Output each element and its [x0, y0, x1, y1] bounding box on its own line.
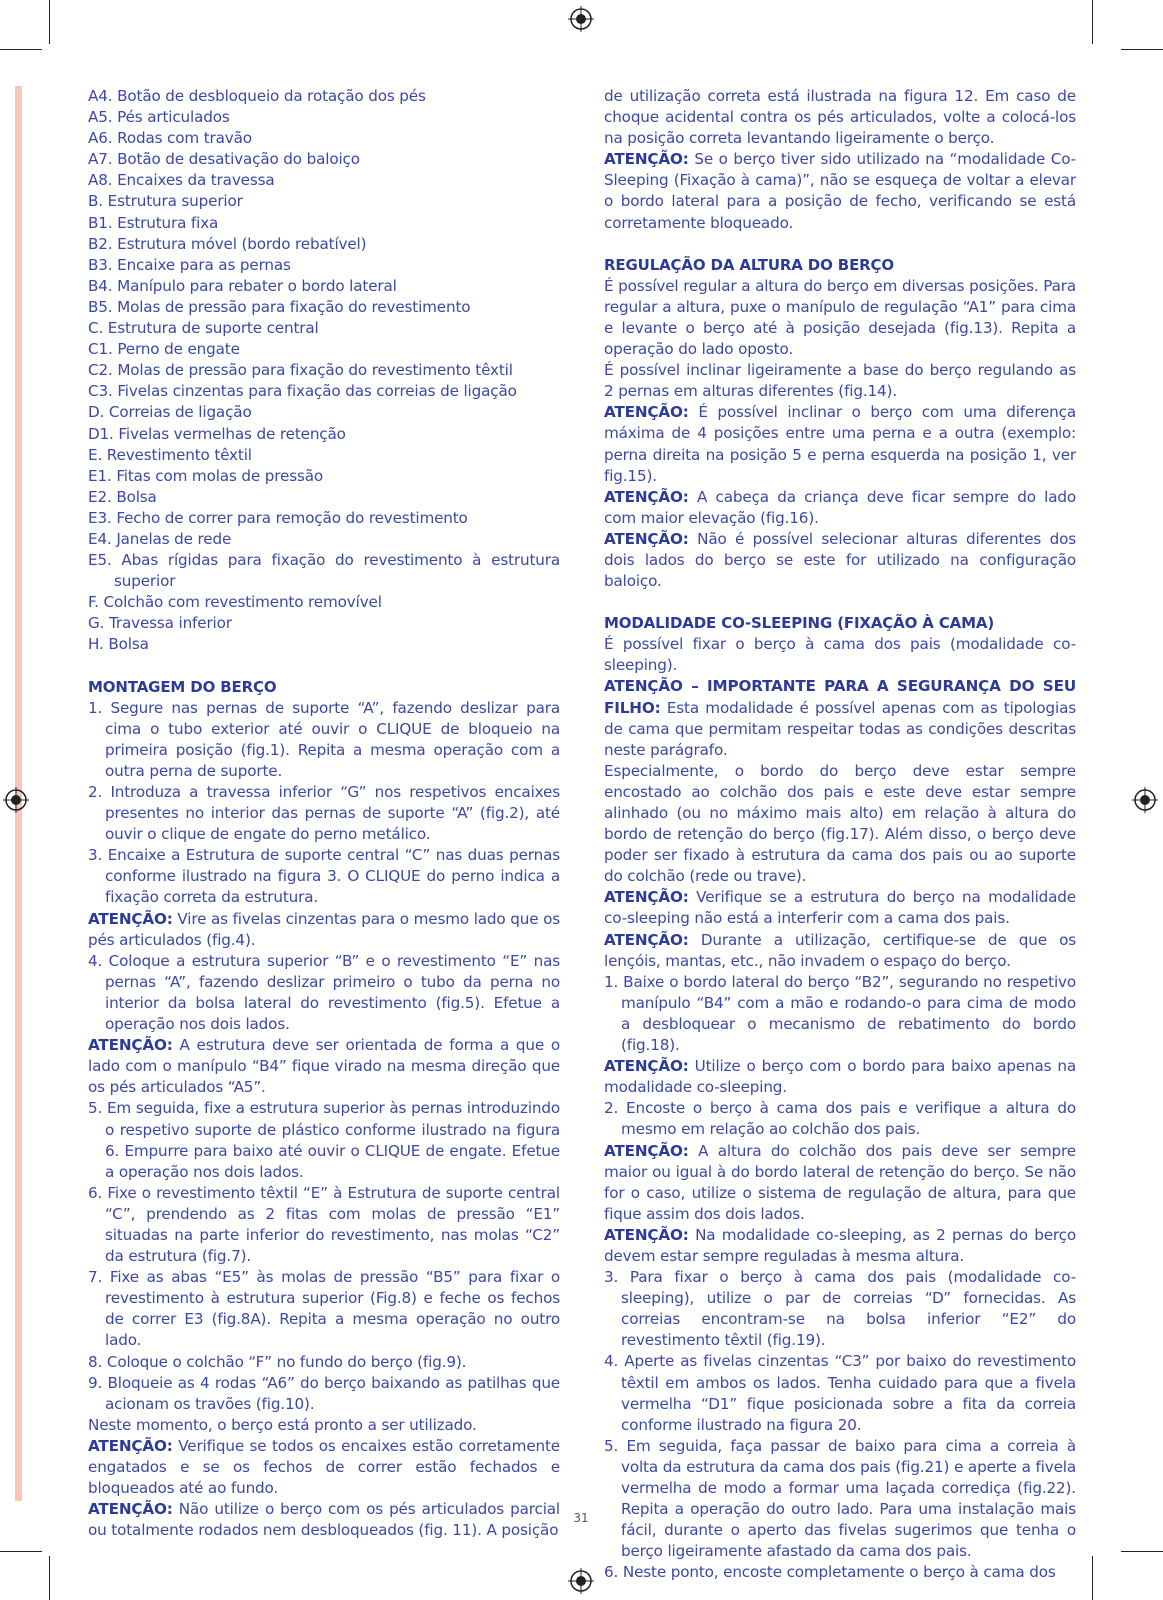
list-item: E3. Fecho de correr para remoção do revestimento: [88, 508, 468, 527]
warning-paragraph: [604, 149, 1076, 233]
step-item: 6. Neste ponto, encoste completamente o berço à cama dos: [604, 1563, 1056, 1582]
warning-text: Na modalidade co-sleeping, as 2 pernas do berço devem estar sempre reguladas à mesma altura.: [604, 1225, 1076, 1265]
warning-paragraph: [604, 930, 1076, 972]
parts-list: [88, 86, 560, 656]
step-item: 5. Em seguida, fixe a estrutura superior às pernas introduzindo o respetivo suporte de plástico conforme ilustrado na figura 6. Empurre para baixo até ouvir o CLIQUE de engate. Efetue a operação nos dois lados.: [88, 1099, 560, 1181]
crop-mark: [49, 1556, 50, 1600]
list-item: B5. Molas de pressão para fixação do revestimento: [88, 297, 471, 316]
warning-label: ATENÇÃO:: [604, 930, 689, 949]
warning-paragraph: [88, 1436, 560, 1499]
page-number: 31: [573, 1511, 589, 1525]
warning-paragraph: [604, 1225, 1076, 1267]
step-item: 1. Baixe o bordo lateral do berço “B2”, segurando no respetivo manípulo “B4” com a mão e rodando-o para cima de modo a desbloquear o mecanismo de rebatimento do bordo (fig.18).: [604, 972, 1076, 1055]
registration-mark-icon: [1132, 787, 1158, 813]
list-item: B3. Encaixe para as pernas: [88, 255, 291, 274]
step-item: 4. Aperte as fivelas cinzentas “C3” por baixo do revestimento têxtil em ambos os lados. Tenha cuidado para que a fivela vermelha “D1” fique posicionada sobre a fita da correia conforme ilustrado na figura 20.: [604, 1352, 1076, 1434]
step-item: 3. Para fixar o berço à cama dos pais (modalidade co-sleeping), utilize o par de correias “D” fornecidas. As correias encontram-se na bolsa inferior “E2” do revestimento têxtil (fig.19).: [604, 1268, 1076, 1350]
step-item: 6. Fixe o revestimento têxtil “E” à Estrutura de suporte central “C”, prendendo as 2 fitas com molas de pressão “E1” situadas na parte inferior do revestimento, nas molas “C2” da estrutura (fig.7).: [88, 1183, 560, 1266]
warning-paragraph: [88, 1499, 560, 1541]
warning-text: Verifique se a estrutura do berço na modalidade co-sleeping não está a interferir com a cama dos pais.: [604, 888, 1076, 928]
body-paragraph: É possível fixar o berço à cama dos pais (modalidade co-sleeping).: [604, 635, 1076, 675]
warning-paragraph: [604, 1056, 1076, 1098]
step-item: 2. Introduza a travessa inferior “G” nos respetivos encaixes presentes no interior das pernas de suporte “A” (fig.2), até ouvir o clique de engate do perno metálico.: [88, 783, 560, 844]
step-item: 2. Encoste o berço à cama dos pais e verifique a altura do mesmo em relação ao colchão dos pais.: [604, 1099, 1076, 1139]
list-item: C2. Molas de pressão para fixação do revestimento têxtil: [88, 361, 513, 380]
list-item: B2. Estrutura móvel (bordo rebatível): [88, 234, 367, 253]
warning-label: ATENÇÃO:: [88, 909, 173, 928]
warning-label: ATENÇÃO:: [604, 888, 689, 907]
warning-paragraph: [604, 1141, 1076, 1225]
list-item: B4. Manípulo para rebater o bordo lateral: [88, 276, 397, 295]
warning-label: ATENÇÃO:: [604, 1141, 689, 1160]
warning-label: ATENÇÃO:: [604, 403, 689, 422]
warning-label: ATENÇÃO:: [604, 529, 689, 548]
step-item: 5. Em seguida, faça passar de baixo para cima a correia à volta da estrutura da cama dos pais (fig.21) e aperte a fivela vermelha de modo a formar uma laçada corrediça (fig.22). Repita a operação do outro lado. Para uma instalação mais fácil, durante o aperto das fivelas sugerimos que tenha o berço ligeiramente afastado da cama dos pais.: [604, 1436, 1076, 1561]
crop-mark: [1092, 1556, 1093, 1600]
warning-text: Não utilize o berço com os pés articulados parcial ou totalmente rodados nem desbloqueados (fig. 11). A posição: [88, 1500, 560, 1540]
section-heading-cosleeping: MODALIDADE CO-SLEEPING (FIXAÇÃO À CAMA): [604, 614, 995, 633]
warning-text: Verifique se todos os encaixes estão corretamente engatados e se os fechos de correr estão fechados e bloqueados até ao fundo.: [88, 1436, 560, 1498]
list-item: A4. Botão de desbloqueio da rotação dos pés: [88, 87, 426, 105]
list-item: A8. Encaixes da travessa: [88, 171, 275, 190]
crop-mark: [1121, 1551, 1163, 1552]
crop-mark: [1092, 0, 1093, 44]
registration-mark-icon: [568, 6, 594, 32]
step-item: 8. Coloque o colchão “F” no fundo do berço (fig.9).: [88, 1352, 467, 1371]
warning-text: A estrutura deve ser orientada de forma a que o lado com o manípulo “B4” fique virado na mesma direção que os pés articulados “A5”.: [88, 1036, 560, 1097]
warning-label: ATENÇÃO:: [604, 1057, 689, 1076]
warning-paragraph: [604, 529, 1076, 592]
warning-paragraph: [88, 909, 560, 951]
right-column: [604, 86, 1076, 1583]
warning-label: ATENÇÃO:: [88, 1036, 173, 1055]
list-item: A5. Pés articulados: [88, 108, 230, 127]
warning-paragraph: [604, 676, 1076, 760]
step-item: 7. Fixe as abas “E5” às molas de pressão “B5” para fixar o revestimento à estrutura superior (Fig.8) e feche os fechos de correr E3 (fig.8A). Repita a mesma operação no outro lado.: [88, 1268, 560, 1350]
list-item: B. Estrutura superior: [88, 192, 243, 211]
list-item: E2. Bolsa: [88, 487, 157, 506]
section-heading-montagem: MONTAGEM DO BERÇO: [88, 677, 277, 696]
ready-paragraph: Neste momento, o berço está pronto a ser utilizado.: [88, 1415, 477, 1434]
warning-text: É possível inclinar o berço com uma diferença máxima de 4 posições entre uma perna e a outra (exemplo: perna direita na posição 5 e perna esquerda na posição 1, ver fig.15).: [604, 403, 1076, 485]
list-item: G. Travessa inferior: [88, 614, 232, 633]
warning-label: ATENÇÃO – IMPORTANTE PARA A SEGURANÇA DO SEU FILHO:: [604, 677, 1076, 717]
step-item: 4. Coloque a estrutura superior “B” e o revestimento “E” nas pernas “A”, fazendo deslizar primeiro o tubo da perna no interior da bolsa lateral do revestimento (fig.5). Efetue a operação nos dois lados.: [88, 951, 560, 1034]
warning-paragraph: [88, 1035, 560, 1098]
step-item: 1. Segure nas pernas de suporte “A”, fazendo deslizar para cima o tubo exterior até ouvir o CLIQUE de bloqueio na primeira posição (fig.1). Repita a mesma operação com a outra perna de suporte.: [88, 698, 560, 780]
crop-mark: [0, 1551, 42, 1552]
warning-label: ATENÇÃO:: [604, 150, 689, 169]
list-item: C3. Fivelas cinzentas para fixação das correias de ligação: [88, 382, 517, 401]
crop-mark: [1121, 49, 1163, 50]
section-heading-altura: REGULAÇÃO DA ALTURA DO BERÇO: [604, 255, 895, 274]
continued-paragraph: de utilização correta está ilustrada na figura 12. Em caso de choque acidental contra os pés articulados, volte a colocá-los na posição correta levantando ligeiramente o berço.: [604, 87, 1076, 148]
list-item: F. Colchão com revestimento removível: [88, 593, 382, 612]
list-item: D1. Fivelas vermelhas de retenção: [88, 424, 346, 443]
left-column: [88, 86, 560, 1541]
list-item: C1. Perno de engate: [88, 340, 240, 359]
step-item: 9. Bloqueie as 4 rodas “A6” do berço baixando as patilhas que acionam os travões (fig.10).: [88, 1373, 560, 1413]
warning-text: Se o berço tiver sido utilizado na “modalidade Co-Sleeping (Fixação à cama)”, não se esqueça de voltar a elevar o bordo lateral para a posição de fecho, verificando se está corretamente bloqueado.: [604, 150, 1076, 232]
warning-text: Esta modalidade é possível apenas com as tipologias de cama que permitam respeitar todas as condições descritas neste parágrafo.: [604, 698, 1076, 759]
crop-mark: [0, 49, 42, 50]
list-item: E. Revestimento têxtil: [88, 445, 252, 464]
step-item: 3. Encaixe a Estrutura de suporte central “C” nas duas pernas conforme ilustrado na figura 3. O CLIQUE do perno indica a fixação correta da estrutura.: [88, 846, 560, 907]
warning-paragraph: [604, 402, 1076, 486]
body-paragraph: É possível inclinar ligeiramente a base do berço regulando as 2 pernas em alturas diferentes (fig.14).: [604, 361, 1076, 401]
crop-mark: [49, 0, 50, 44]
warning-text: Vire as fivelas cinzentas para o mesmo lado que os pés articulados (fig.4).: [88, 909, 560, 949]
list-item: C. Estrutura de suporte central: [88, 319, 319, 338]
body-paragraph: É possível regular a altura do berço em diversas posições. Para regular a altura, puxe o manípulo de regulação “A1” para cima e levante o berço até à posição desejada (fig.13). Repita a operação do lado oposto.: [604, 276, 1076, 359]
list-item: A7. Botão de desativação do baloiço: [88, 150, 360, 169]
warning-label: ATENÇÃO:: [88, 1500, 173, 1519]
warning-text: A altura do colchão dos pais deve ser sempre maior ou igual à do bordo lateral de retenção do berço. Se não for o caso, utilize o sistema de regulação de altura, para que fique assim dos dois lados.: [604, 1141, 1076, 1223]
warning-label: ATENÇÃO:: [88, 1436, 173, 1455]
warning-label: ATENÇÃO:: [604, 1225, 689, 1244]
warning-paragraph: [604, 487, 1076, 529]
list-item: B1. Estrutura fixa: [88, 213, 219, 232]
list-item: D. Correias de ligação: [88, 403, 252, 422]
warning-text: A cabeça da criança deve ficar sempre do lado com maior elevação (fig.16).: [604, 487, 1076, 527]
list-item: E4. Janelas de rede: [88, 529, 232, 548]
warning-text: Durante a utilização, certifique-se de que os lençóis, mantas, etc., não invadem o espaço do berço.: [604, 930, 1076, 970]
list-item: A6. Rodas com travão: [88, 129, 252, 148]
warning-label: ATENÇÃO:: [604, 487, 689, 506]
list-item: H. Bolsa: [88, 635, 149, 654]
list-item: E1. Fitas com molas de pressão: [88, 466, 324, 485]
registration-mark-icon: [568, 1568, 594, 1594]
warning-text: Não é possível selecionar alturas diferentes dos dois lados do berço se este for utilizado na configuração baloiço.: [604, 529, 1076, 591]
body-paragraph: Especialmente, o bordo do berço deve estar sempre encostado ao colchão dos pais e este deve estar sempre alinhado (ou no máximo mais alto) em relação à altura do bordo de retenção do berço (fig.17). Além disso, o berço deve poder ser fixado à estrutura da cama dos pais ou ao suporte do colchão (rede ou trave).: [604, 761, 1076, 886]
warning-paragraph: [604, 887, 1076, 929]
warning-text: Utilize o berço com o bordo para baixo apenas na modalidade co-sleeping.: [604, 1057, 1076, 1097]
registration-mark-icon: [3, 787, 29, 813]
list-item: E5. Abas rígidas para fixação do revestimento à estrutura superior: [88, 551, 560, 591]
